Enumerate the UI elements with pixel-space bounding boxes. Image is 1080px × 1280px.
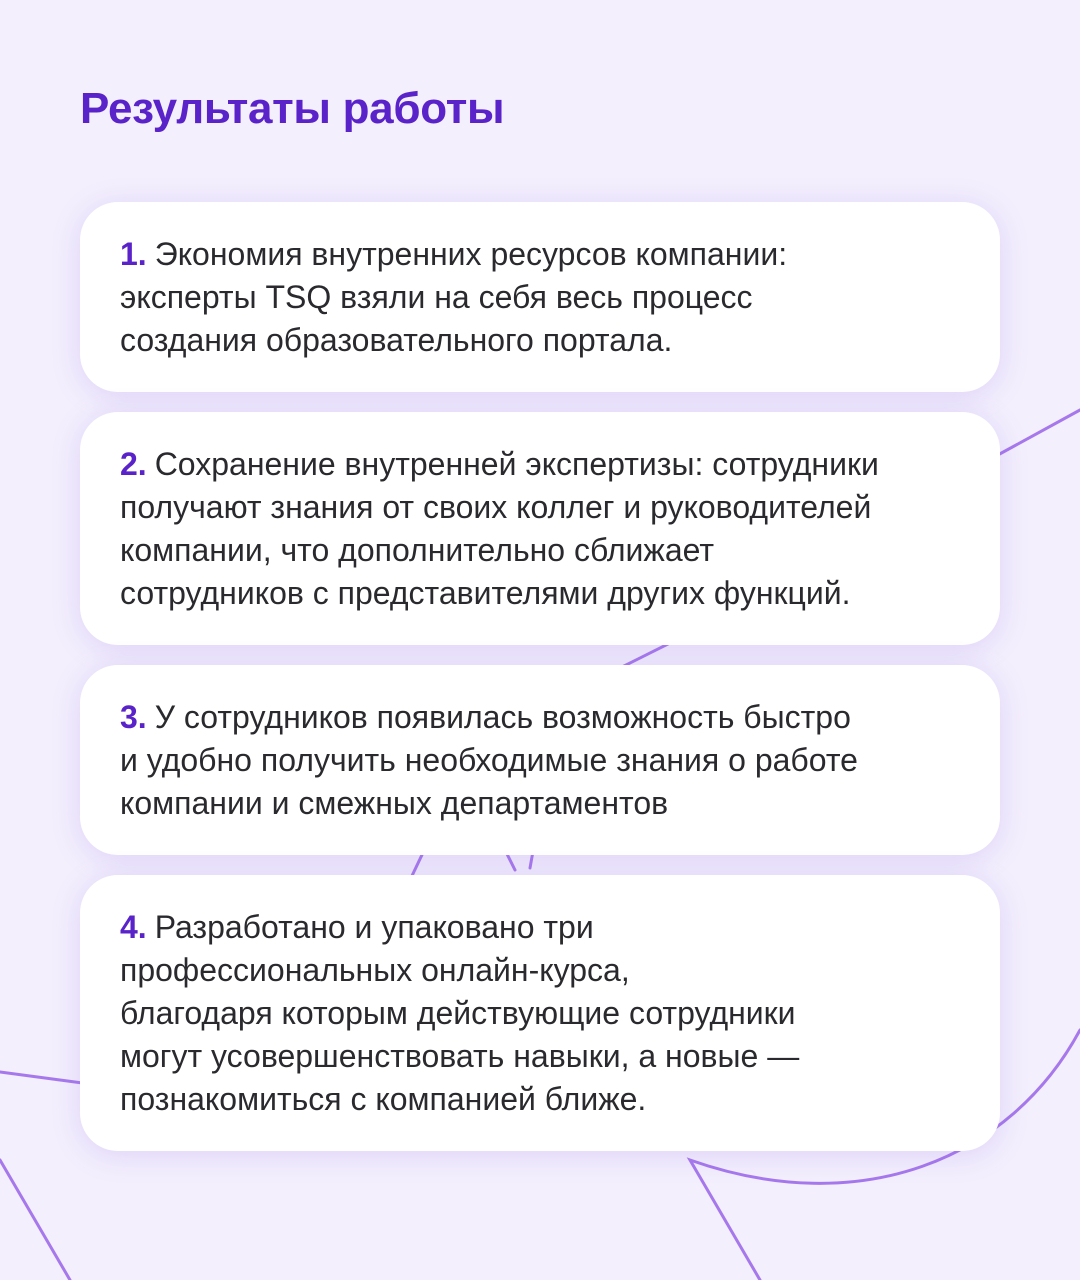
result-number: 4. [120,909,147,945]
result-number: 1. [120,236,147,272]
result-number: 2. [120,446,147,482]
result-description: Разработано и упаковано три профессиональных онлайн-курса, благодаря которым действующие сотрудники могут усовершенствовать навыки, а новые — познакомиться с компанией ближе. [120,909,800,1117]
result-description: Сохранение внутренней экспертизы: сотрудники получают знания от своих коллег и руководителей компании, что дополнительно сближает сотрудников с представителями других функций. [120,446,879,611]
result-card-text [120,233,960,362]
result-card-4 [80,875,1000,1151]
result-card-text [120,906,960,1121]
result-description: У сотрудников появилась возможность быстро и удобно получить необходимые знания о работе компании и смежных департаментов [120,699,858,821]
result-card-3 [80,665,1000,855]
result-description: Экономия внутренних ресурсов компании: эксперты TSQ взяли на себя весь процесс создания образовательного портала. [120,236,788,358]
result-number: 3. [120,699,147,735]
decor-line-bottom-left [0,1160,70,1280]
result-card-text [120,443,960,615]
decor-line-left [0,1072,90,1084]
page-title: Результаты работы [80,84,505,133]
results-list [80,202,1000,1171]
result-card-2 [80,412,1000,645]
result-card-text [120,696,960,825]
result-card-1 [80,202,1000,392]
